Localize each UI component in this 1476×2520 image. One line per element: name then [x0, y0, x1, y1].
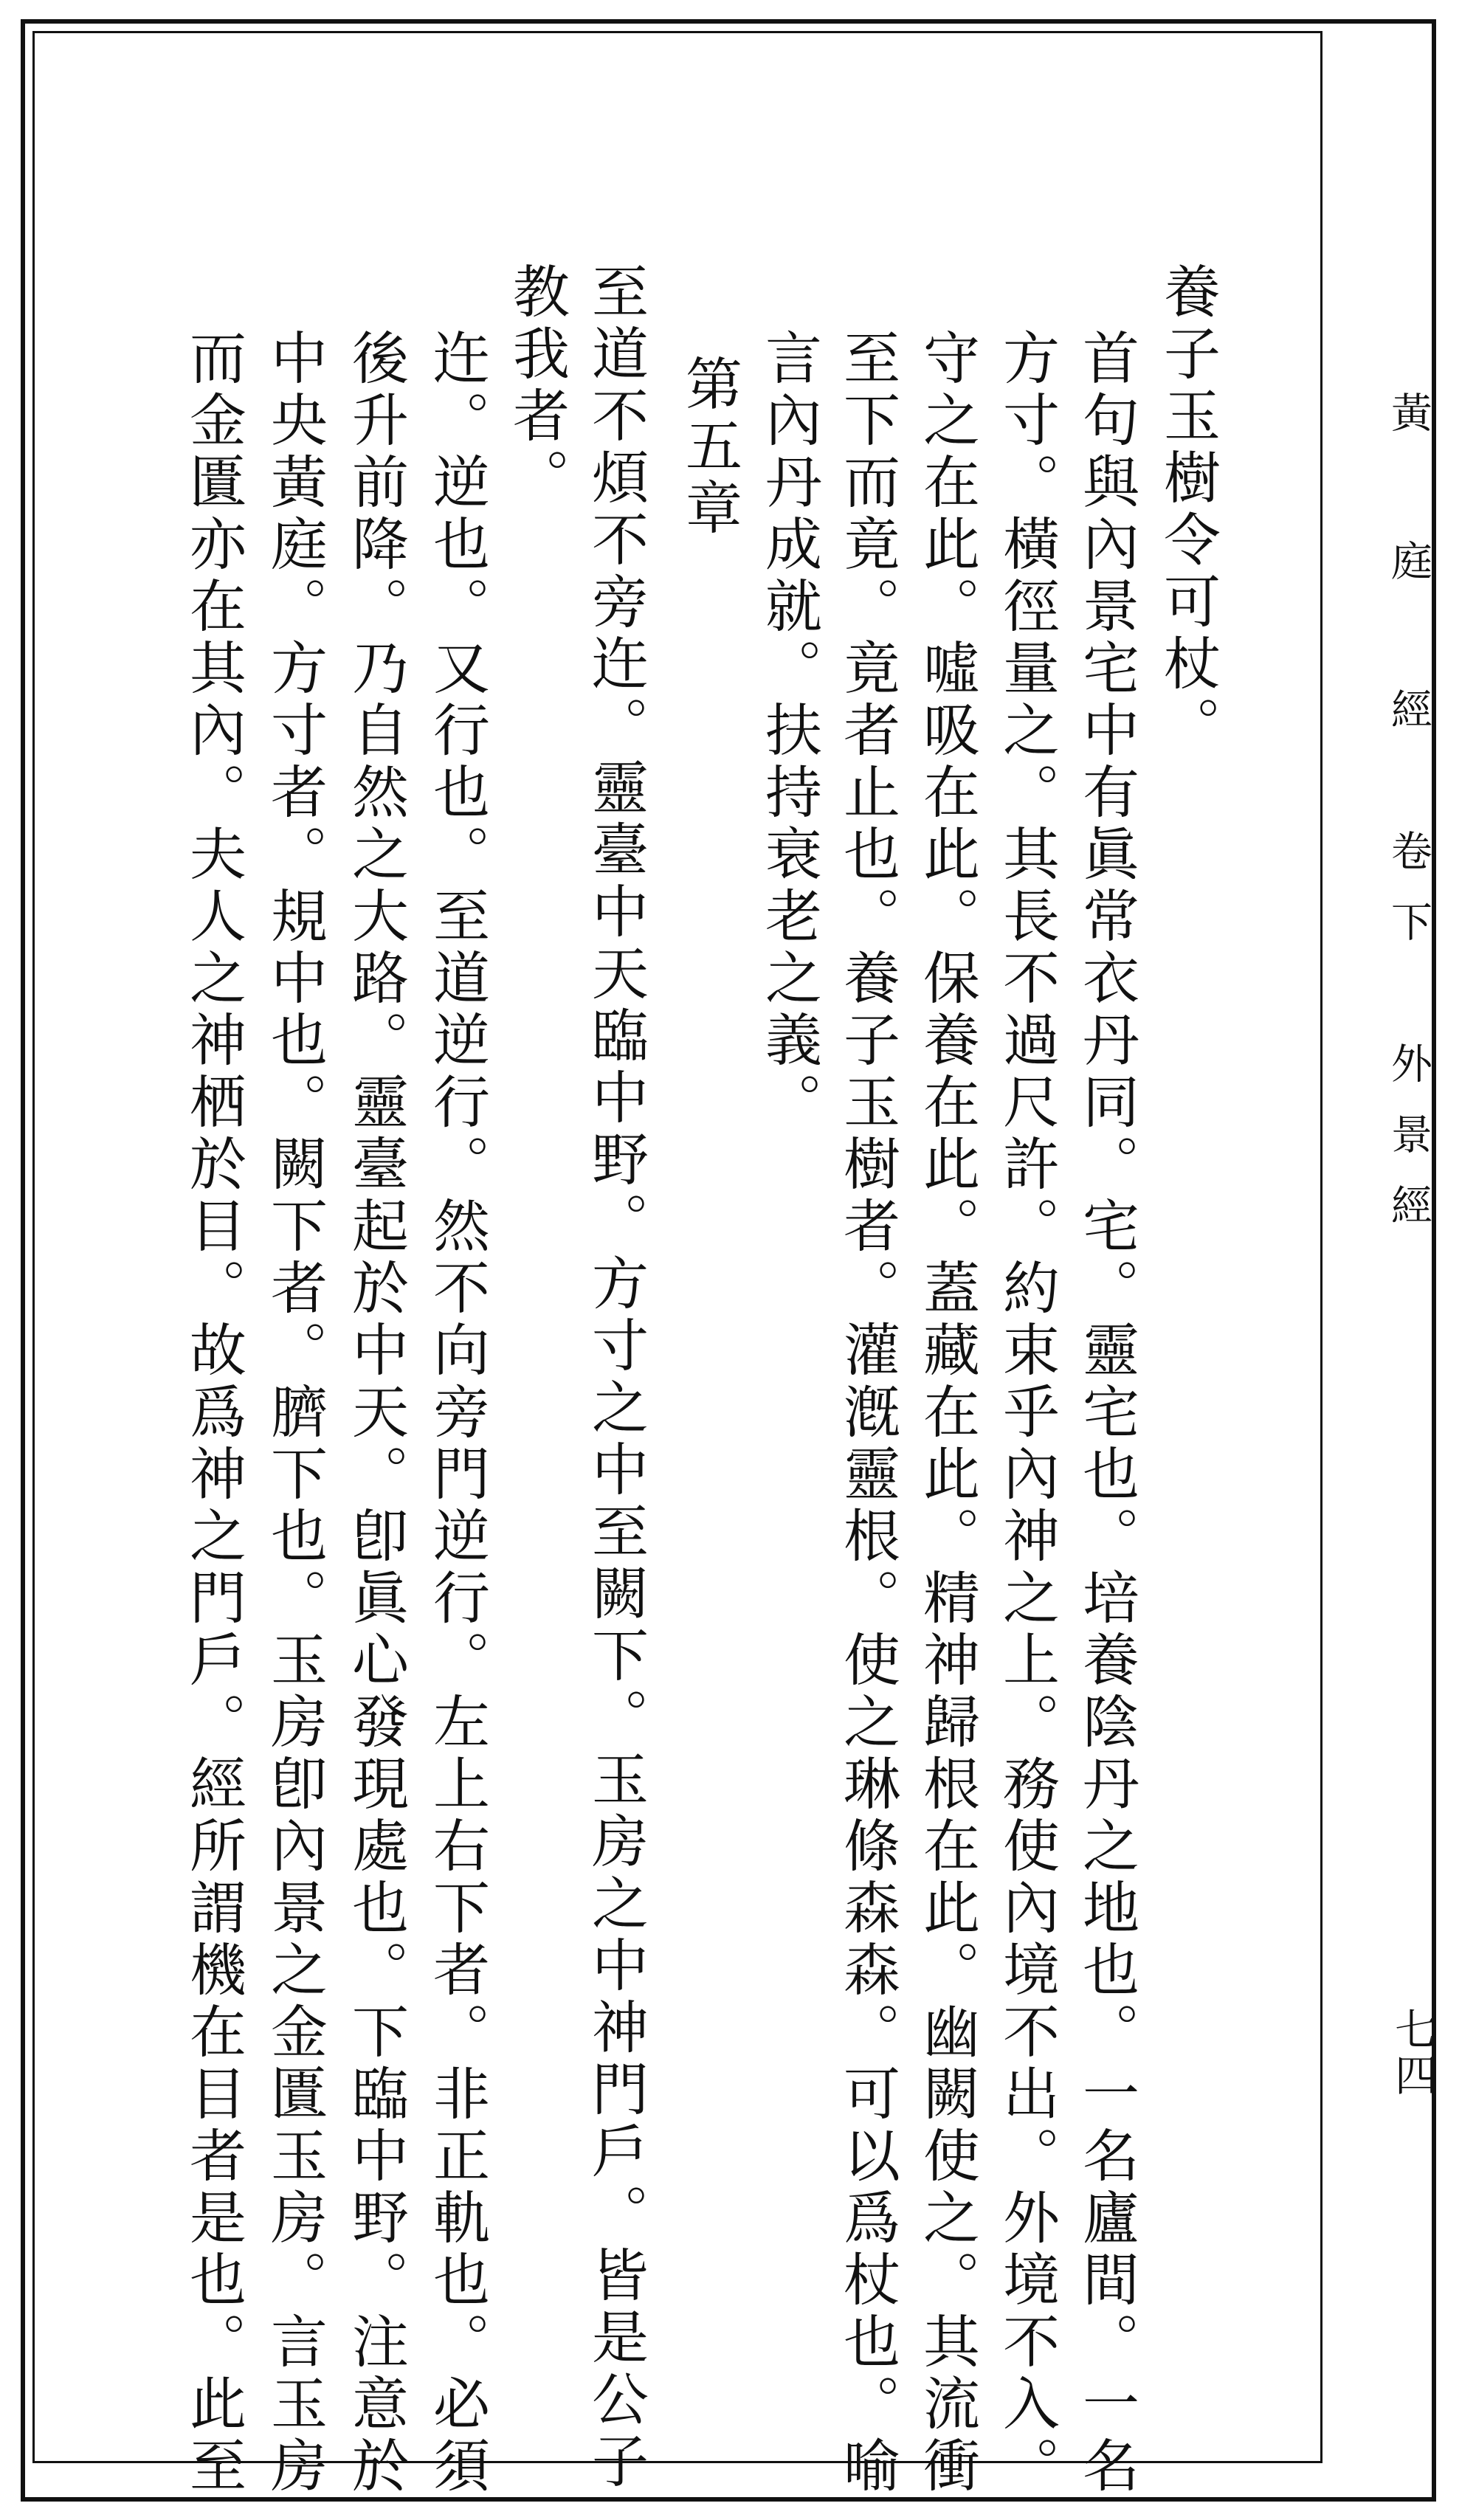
text-column-12: 中央黃庭。方寸者。規中也。闕下者。臍下也。玉房卽內景之金匱玉房。言玉房 [261, 328, 327, 2498]
text-column-6: 言內丹成就。扶持衰老之義。 [756, 328, 821, 1134]
book-title: 黃 庭 經 [1384, 391, 1432, 759]
text-column-1: 養子玉樹令可杖。 [1154, 262, 1220, 758]
chapter-heading: 第五章 [676, 354, 742, 540]
text-column-3: 方寸。橫徑量之。其長不過尺許。約束乎內神之上。務使內境不出。外境不入。 [993, 328, 1059, 2498]
text-column-11: 後升前降。乃自然之大路。靈臺起於中天。卽眞心發現處也。下臨中野。注意於 [342, 328, 408, 2498]
text-column-4: 守之在此。噓吸在此。保養在此。蓋藏在此。精神歸根在此。幽闕使之。其流衝 [914, 328, 979, 2498]
page-number: 七四 [1387, 2007, 1438, 2099]
text-column-5: 至下而竟。竟者止也。養子玉樹者。灌漑靈根。使之琳條森森。可以爲杖也。喻 [834, 328, 900, 2498]
running-header [1384, 391, 1432, 1254]
text-column-8: 至道不煩不旁迕。靈臺中天臨中野。方寸之中至闕下。玉房之中神門戶。皆是公子 [582, 262, 648, 2493]
text-column-10: 迕。逆也。又行也。至道逆行。然不向旁門逆行。左上右下者。非正軌也。必須 [424, 328, 489, 2498]
text-column-13: 而金匱亦在其內。夫人之神栖於目。故爲神之門戶。經所謂機在目者是也。此至 [180, 328, 246, 2498]
volume-label: 卷下 [1384, 829, 1432, 971]
text-column-9: 教我者。 [503, 262, 569, 510]
text-column-2: 首句與內景宅中有眞常衣丹同。宅。靈宅也。培養陰丹之地也。一名廬間。一名 [1073, 328, 1139, 2498]
section-label: 外景經 [1384, 1042, 1432, 1254]
